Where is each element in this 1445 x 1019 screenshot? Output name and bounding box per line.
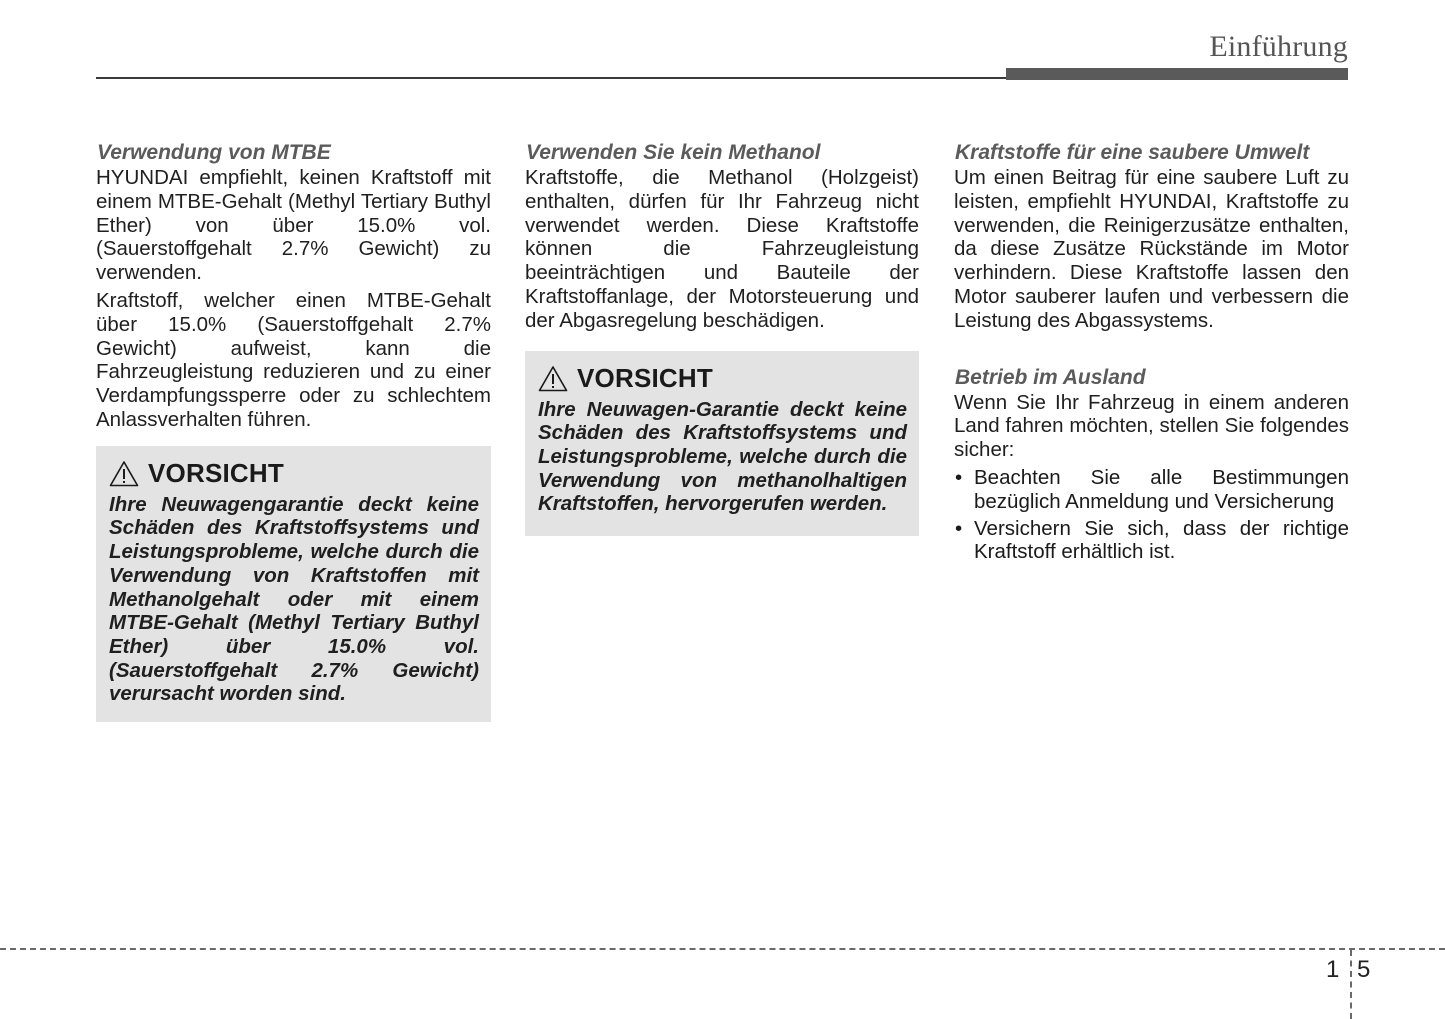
column-middle <box>525 140 919 536</box>
paragraph-mtbe-effects: Kraftstoff, welcher einen MTBE-Gehalt über 15.0% (Sauerstoffgehalt 2.7% Gewicht) aufweist, kann die Fahrzeugleistung reduzieren und zu einer Verdampfungssperre oder zu schlechtem Anlassverhalten führen. <box>96 288 491 431</box>
page-number: 5 <box>1357 956 1371 983</box>
caution-text: Ihre Neuwagengarantie deckt keine Schäden des Kraftstoffsystems und Leistungsprobleme, welche durch die Verwendung von Kraftstoffen mit Methanolgehalt oder mit einem MTBE-Gehalt (Methyl Tertiary Buthyl Ether) über 15.0% vol. (Sauerstoffgehalt 2.7% Gewicht) verursacht worden sind. <box>109 492 479 706</box>
section-title: Einführung <box>1209 30 1348 63</box>
bullet-icon: • <box>955 516 963 540</box>
heading-mtbe: Verwendung von MTBE <box>97 141 331 164</box>
heading-methanol: Verwenden Sie kein Methanol <box>526 141 821 164</box>
warning-triangle-icon <box>538 365 568 392</box>
header-rule <box>96 77 1006 79</box>
heading-clean-fuels: Kraftstoffe für eine saubere Umwelt <box>955 141 1310 164</box>
caution-header <box>109 458 479 489</box>
caution-title: VORSICHT <box>577 362 713 393</box>
list-item-text: Beachten Sie alle Bestimmungen bezüglich Anmeldung und Versicherung <box>974 465 1349 513</box>
paragraph-abroad: Wenn Sie Ihr Fahrzeug in einem anderen Land fahren möchten, stellen Sie folgendes sicher: <box>954 390 1349 462</box>
page-number-divider <box>1350 950 1352 1019</box>
column-left <box>96 140 491 722</box>
footer-divider <box>0 948 1445 950</box>
caution-box-mtbe <box>96 446 491 722</box>
list-item <box>954 466 1349 514</box>
caution-box-methanol <box>525 351 919 537</box>
caution-header <box>538 363 907 394</box>
paragraph-methanol: Kraftstoffe, die Methanol (Holzgeist) enthalten, dürfen für Ihr Fahrzeug nicht verwendet werden. Diese Kraftstoffe können die Fahrzeugleistung beeinträchtigen und Bauteile der Kraftstoffanlage, der Motorsteuerung und der Abgasregelung beschädigen. <box>525 166 919 332</box>
list-item-text: Versichern Sie sich, dass der richtige Kraftstoff erhältlich ist. <box>974 516 1349 564</box>
bullet-icon: • <box>955 465 963 489</box>
abroad-checklist <box>954 466 1349 564</box>
paragraph-clean-fuels: Um einen Beitrag für eine saubere Luft zu leisten, empfiehlt HYUNDAI, Kraftstoffe zu verwenden, die Reinigerzusätze enthalten, da diese Zusätze Rückstände im Motor verhindern. Diese Kraftstoffe lassen den Motor sauberer laufen und verbessern die Leistung des Abgassystems. <box>954 166 1349 332</box>
caution-text: Ihre Neuwagen-Garantie deckt keine Schäden des Kraftstoffsystems und Leistungsprobleme, welche durch die Verwendung von methanolhaltigen Kraftstoffen, hervorgerufen werden. <box>538 397 907 516</box>
warning-triangle-icon <box>109 460 139 487</box>
header-rule-accent <box>1006 68 1348 80</box>
heading-abroad: Betrieb im Ausland <box>955 365 1146 389</box>
list-item <box>954 517 1349 565</box>
column-right <box>954 140 1349 567</box>
paragraph-mtbe-recommendation: HYUNDAI empfiehlt, keinen Kraftstoff mit einem MTBE-Gehalt (Methyl Tertiary Buthyl Ether) von über 15.0% vol. (Sauerstoffgehalt 2.7% Gewicht) zu verwenden. <box>96 166 491 285</box>
caution-title: VORSICHT <box>148 457 284 488</box>
chapter-number: 1 <box>1326 956 1340 983</box>
